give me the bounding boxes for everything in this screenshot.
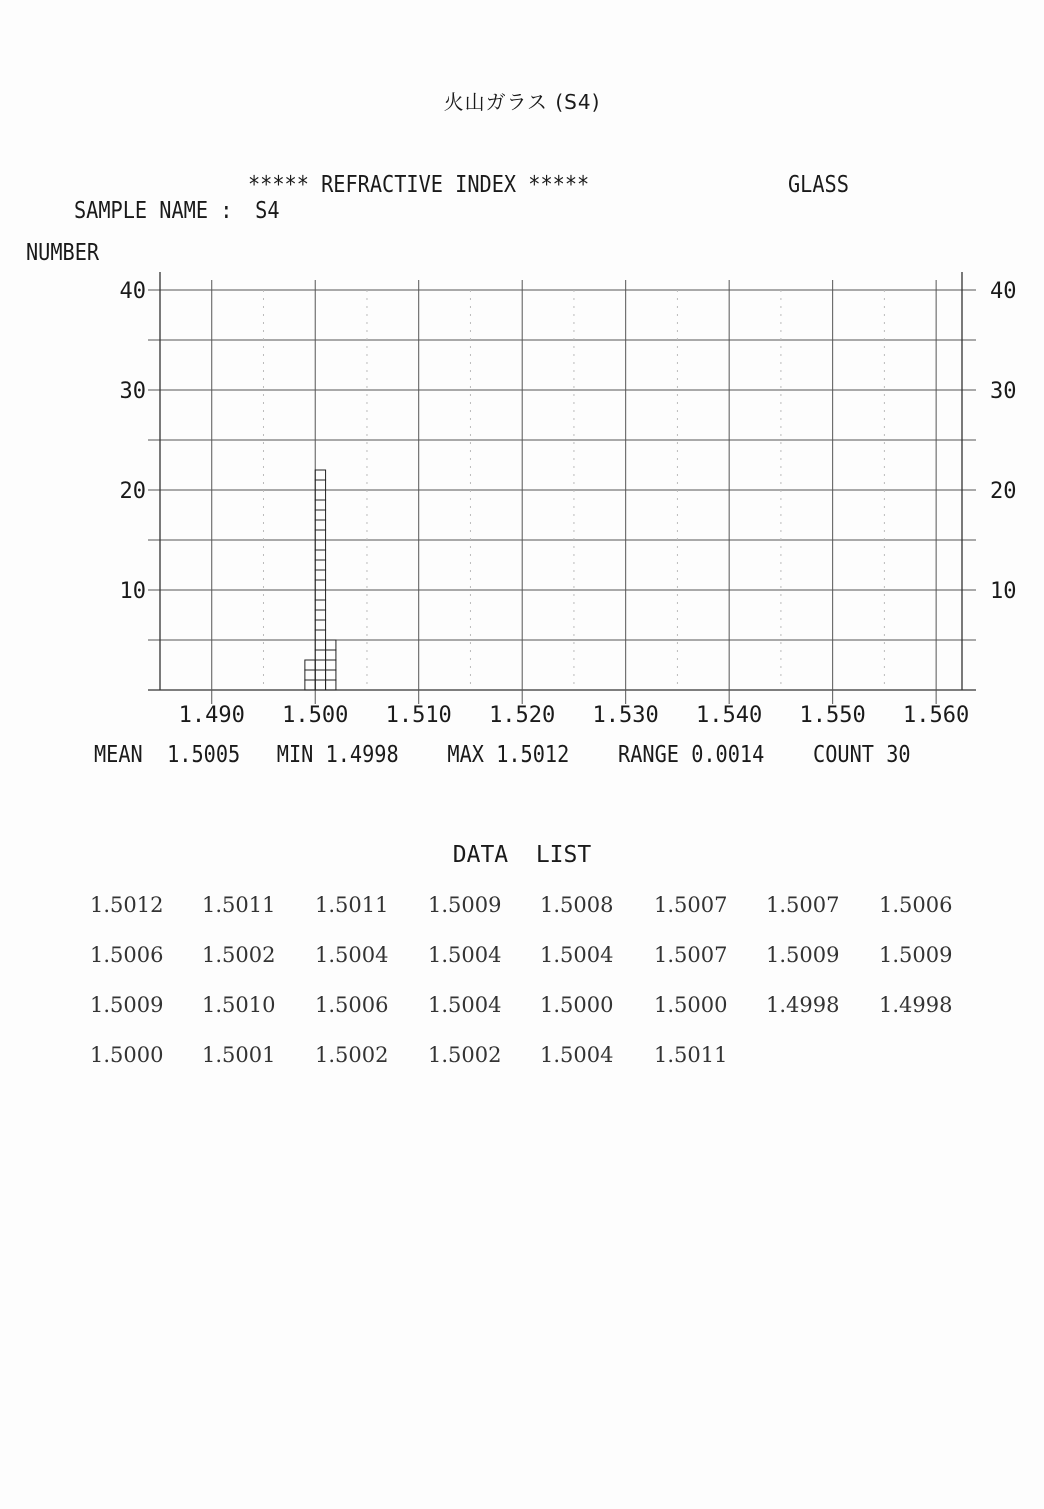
histogram-bar-cell: [305, 680, 315, 690]
y-tick-label-left: 30: [119, 379, 146, 404]
data-list-value: 1.5002: [202, 943, 276, 967]
data-list-value: 1.5000: [654, 993, 728, 1017]
histogram-bar-cell: [315, 520, 325, 530]
data-list-value: 1.5000: [540, 993, 614, 1017]
y-axis-label: NUMBER: [26, 240, 100, 266]
histogram-bar-cell: [315, 600, 325, 610]
histogram-bar-cell: [315, 570, 325, 580]
y-tick-label-left: 40: [119, 279, 146, 304]
data-list-value: 1.5000: [90, 1043, 164, 1067]
max-value: 1.5012: [496, 742, 570, 768]
material-label: GLASS: [788, 172, 849, 198]
y-tick-label-right: 40: [990, 279, 1017, 304]
histogram-bar-cell: [326, 680, 336, 690]
x-tick-label: 1.540: [696, 703, 763, 728]
histogram-bar-cell: [315, 650, 325, 660]
data-list-value: 1.5009: [766, 943, 840, 967]
histogram-bar-cell: [315, 500, 325, 510]
min-label: MIN: [276, 742, 314, 768]
y-tick-label-right: 20: [990, 479, 1017, 504]
data-list-value: 1.5009: [879, 943, 953, 967]
mean-value: 1.5005: [167, 742, 241, 768]
y-tick-label-left: 20: [119, 479, 146, 504]
x-tick-label: 1.500: [282, 703, 349, 728]
histogram-bar-cell: [315, 590, 325, 600]
data-list-value: 1.5006: [90, 943, 164, 967]
mean-label: MEAN: [94, 742, 143, 768]
histogram-bar-cell: [315, 470, 325, 480]
document-title: 火山ガラス (S4): [443, 90, 601, 114]
histogram-bar-cell: [315, 490, 325, 500]
data-list-value: 1.4998: [766, 993, 840, 1017]
y-tick-label-left: 10: [119, 579, 146, 604]
histogram-bar-cell: [305, 660, 315, 670]
max-label: MAX: [447, 742, 484, 768]
statistics-row: [94, 742, 911, 768]
data-list-value: 1.5001: [202, 1043, 276, 1067]
data-list-value: 1.5007: [654, 943, 728, 967]
range-label: RANGE: [618, 742, 679, 768]
histogram-bar-cell: [326, 640, 336, 650]
histogram-bar-cell: [315, 510, 325, 520]
histogram-bar-cell: [315, 480, 325, 490]
data-list-value: 1.4998: [879, 993, 953, 1017]
x-tick-label: 1.490: [178, 703, 245, 728]
histogram-bar-cell: [315, 670, 325, 680]
data-list-value: 1.5002: [315, 1043, 389, 1067]
data-list-value: 1.5010: [202, 993, 276, 1017]
x-tick-label: 1.520: [489, 703, 556, 728]
x-tick-label: 1.560: [903, 703, 970, 728]
histogram-bar-cell: [315, 680, 325, 690]
sample-name-label: SAMPLE NAME :: [74, 198, 233, 224]
x-tick-label: 1.550: [799, 703, 866, 728]
data-list-value: 1.5009: [90, 993, 164, 1017]
histogram-bar-cell: [315, 580, 325, 590]
count-label: COUNT: [813, 742, 874, 768]
x-tick-label: 1.530: [592, 703, 659, 728]
histogram-bar-cell: [315, 560, 325, 570]
data-list-value: 1.5011: [202, 893, 276, 917]
data-list-value: 1.5004: [315, 943, 389, 967]
histogram-bar-cell: [326, 670, 336, 680]
data-list-value: 1.5006: [879, 893, 953, 917]
data-list-value: 1.5004: [428, 943, 502, 967]
histogram-chart: [0, 0, 1044, 740]
data-list-value: 1.5008: [540, 893, 614, 917]
data-list-value: 1.5007: [766, 893, 840, 917]
refractive-index-heading: ***** REFRACTIVE INDEX *****: [248, 172, 590, 198]
histogram-bar-cell: [315, 550, 325, 560]
y-tick-label-right: 10: [990, 579, 1017, 604]
data-list-value: 1.5011: [654, 1043, 728, 1067]
min-value: 1.4998: [325, 742, 399, 768]
histogram-bar-cell: [315, 630, 325, 640]
histogram-bar-cell: [315, 620, 325, 630]
data-list-value: 1.5006: [315, 993, 389, 1017]
histogram-bar-cell: [326, 650, 336, 660]
count-value: 30: [886, 742, 911, 768]
data-list-value: 1.5011: [315, 893, 389, 917]
histogram-bar-cell: [315, 530, 325, 540]
data-list-value: 1.5004: [428, 993, 502, 1017]
data-list-value: 1.5002: [428, 1043, 502, 1067]
data-list-value: 1.5012: [90, 893, 164, 917]
x-tick-label: 1.510: [385, 703, 452, 728]
y-tick-label-right: 30: [990, 379, 1017, 404]
histogram-bar-cell: [315, 640, 325, 650]
histogram-bar-cell: [315, 540, 325, 550]
histogram-bar-cell: [315, 660, 325, 670]
data-list-value: 1.5004: [540, 943, 614, 967]
data-list-value: 1.5009: [428, 893, 502, 917]
range-value: 0.0014: [691, 742, 765, 768]
histogram-bar-cell: [305, 670, 315, 680]
data-list-value: 1.5004: [540, 1043, 614, 1067]
histogram-bar-cell: [315, 610, 325, 620]
data-list-title: DATA LIST: [452, 842, 592, 868]
histogram-bar-cell: [326, 660, 336, 670]
data-list-value: 1.5007: [654, 893, 728, 917]
sample-name-value: S4: [255, 198, 280, 224]
